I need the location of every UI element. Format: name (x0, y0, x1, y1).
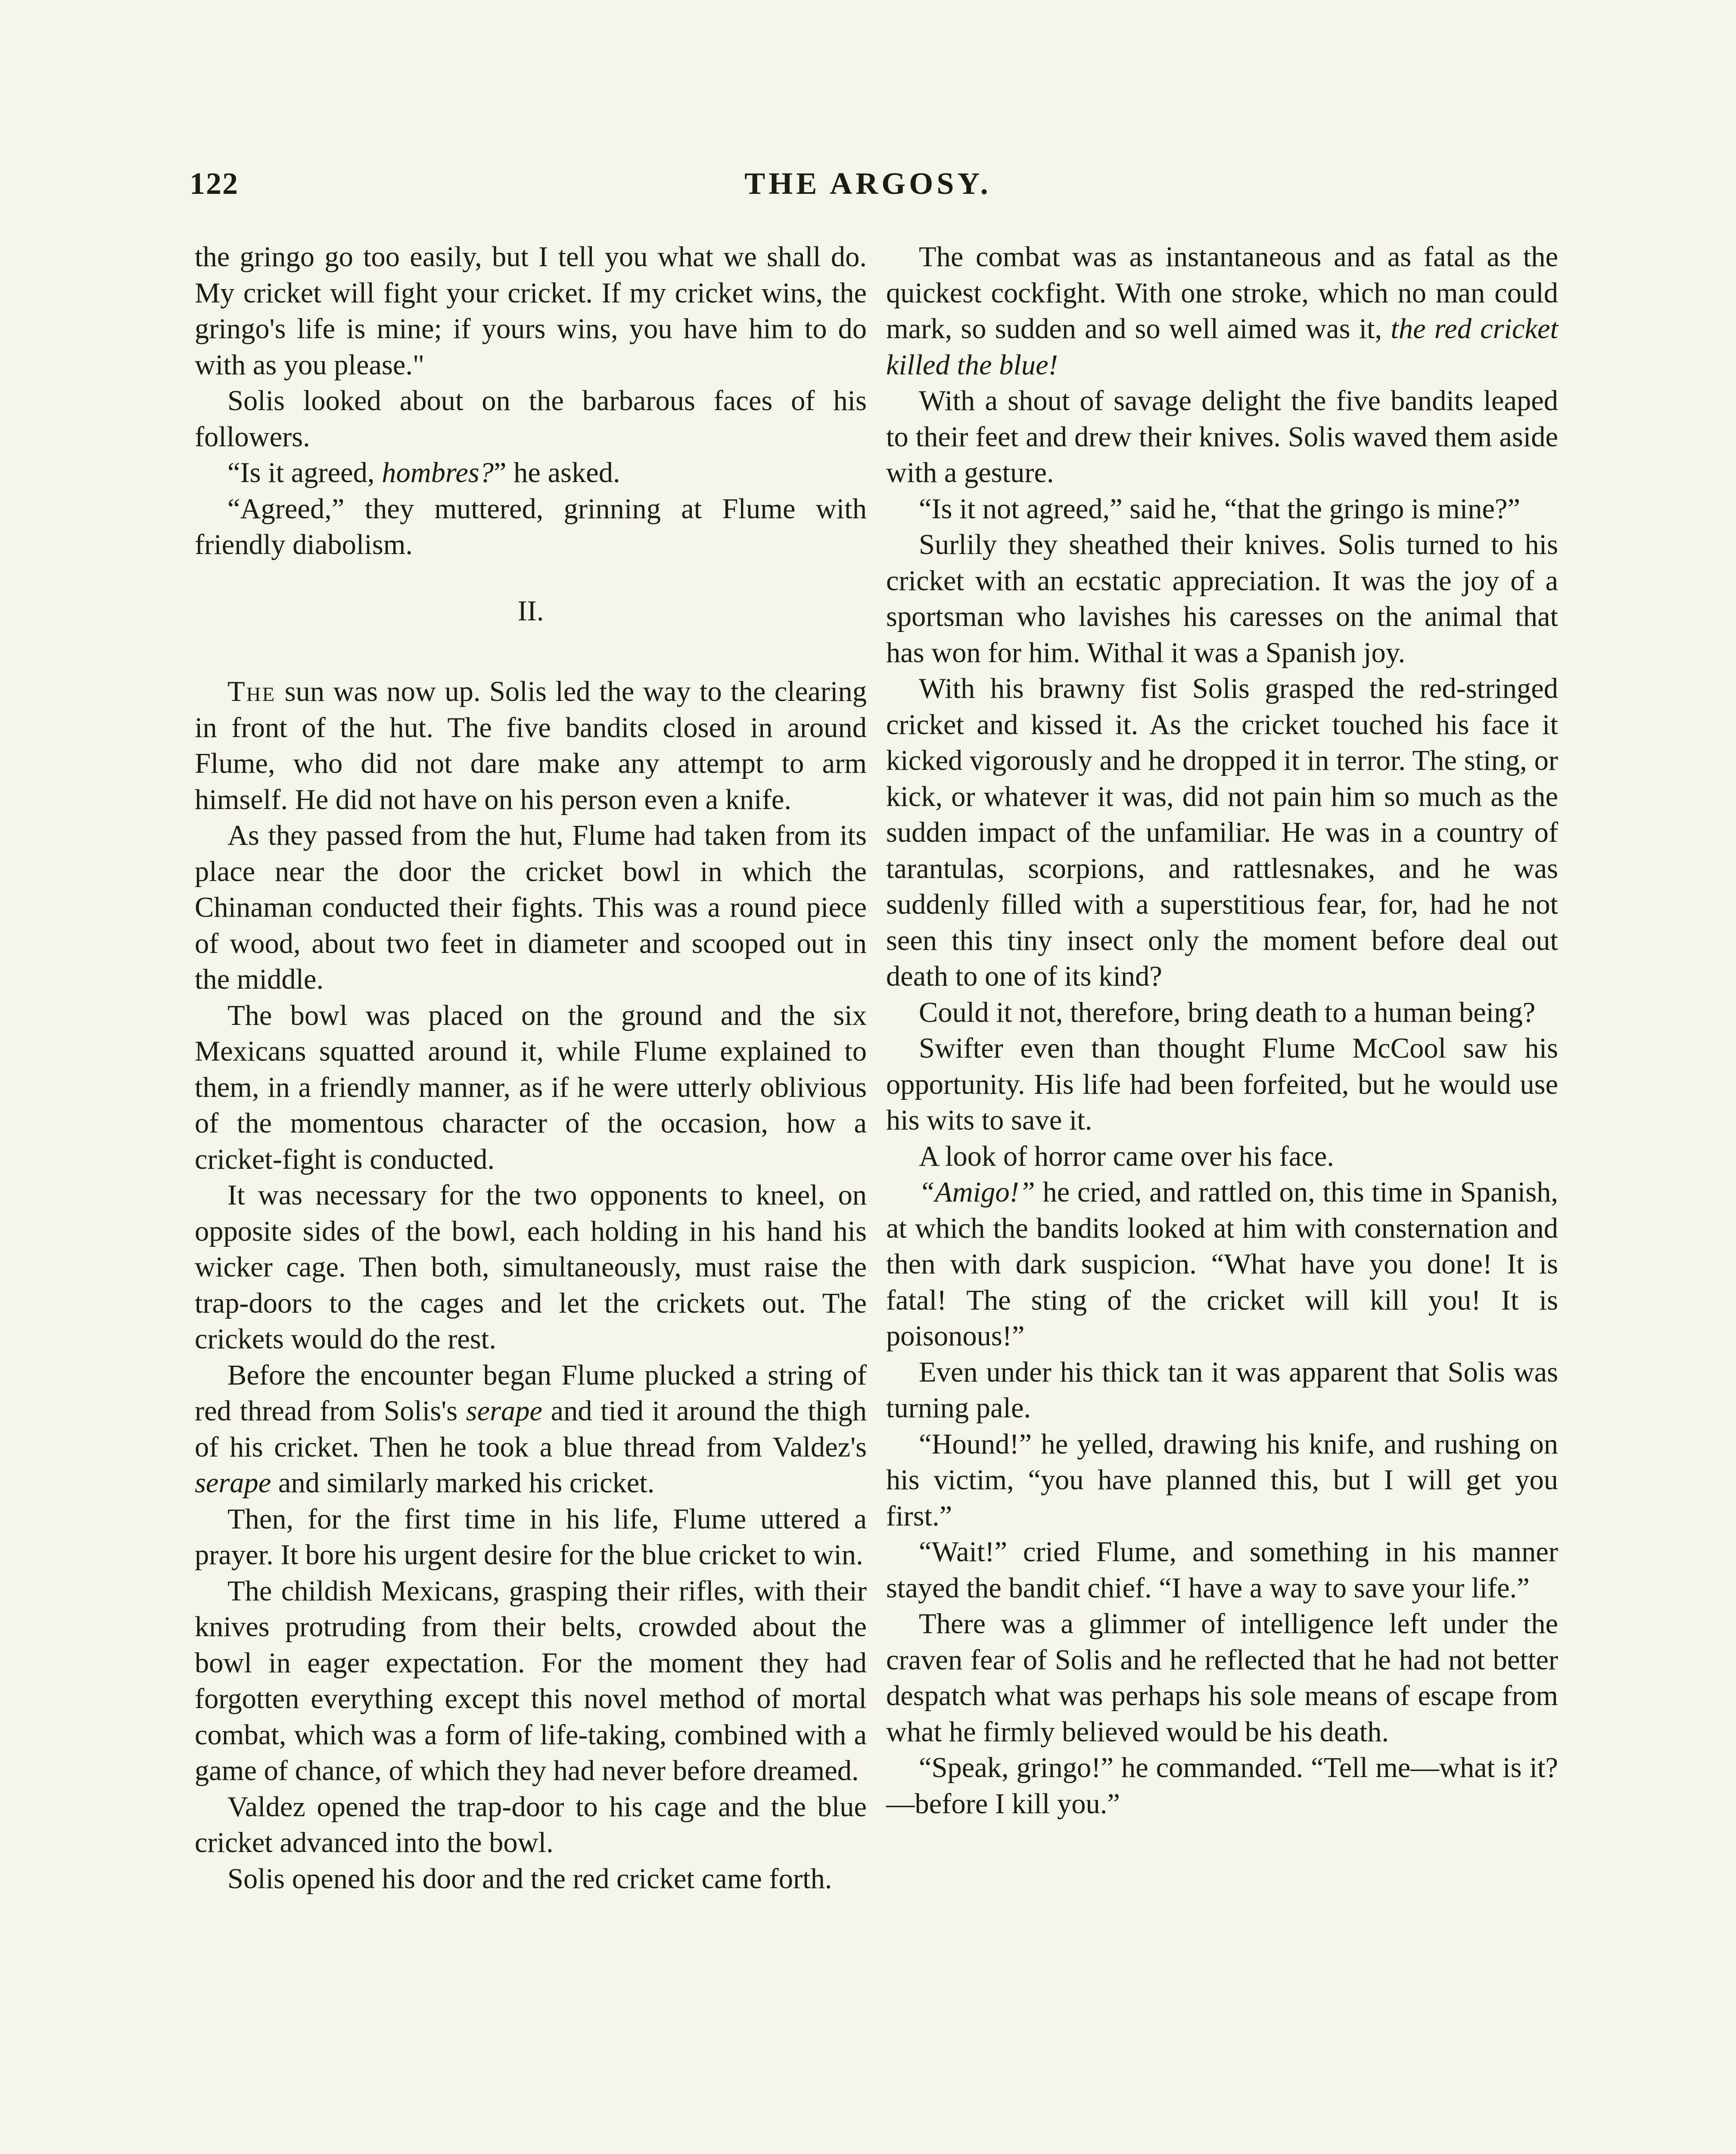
paragraph: The childish Mexicans, grasping their rifles, with their knives protruding from their belts, crowded about the bowl in eager expectation. For the moment they had forgotten everything except this novel method of mortal combat, which was a form of life-taking, combined with a game of chance, of which they had never before dreamed. (195, 1575, 867, 1787)
paragraph: A look of horror came over his face. (919, 1140, 1334, 1172)
paragraph: With a shout of savage delight the five bandits leaped to their feet and drew their knives. Solis waved them aside with a gesture. (886, 385, 1558, 489)
right-column (886, 239, 1558, 1822)
paragraph: As they passed from the hut, Flume had taken from its place near the door the cricket bowl in which the Chinaman conducted their fights. This was a round piece of wood, about two feet in diameter and scooped out in the middle. (195, 820, 867, 995)
running-title: THE ARGOSY. (744, 166, 992, 201)
paragraph: Surlily they sheathed their knives. Solis turned to his cricket with an ecstatic appreciation. It was the joy of a sportsman who lavishes his caresses on the animal that has won for him. Withal it was a Spanish joy. (886, 529, 1558, 669)
paragraph: It was necessary for the two opponents to kneel, on opposite sides of the bowl, each holding in his hand his wicker cage. Then both, simultaneously, must raise the trap-doors to the cages and let the crickets out. The crickets would do the rest. (195, 1180, 867, 1355)
italic-text: hombres? (382, 457, 494, 489)
left-column (195, 239, 867, 1897)
paragraph: Valdez opened the trap-door to his cage and the blue cricket advanced into the bowl. (195, 1791, 867, 1858)
paragraph: Solis looked about on the barbarous faces of his followers. (195, 385, 867, 453)
smallcaps-lead: The (227, 676, 276, 707)
paragraph: “Wait!” cried Flume, and something in his manner stayed the bandit chief. “I have a way to save your life.” (886, 1536, 1558, 1604)
paragraph: “Is it agreed, hombres?” he asked. (227, 457, 620, 489)
paragraph: Even under his thick tan it was apparent that Solis was turning pale. (886, 1356, 1558, 1424)
paragraph: Swifter even than thought Flume McCool saw his opportunity. His life had been forfeited, but he would use his wits to save it. (886, 1033, 1558, 1136)
paragraph: “Hound!” he yelled, drawing his knife, and rushing on his victim, “you have planned this, but I will get you first.” (886, 1428, 1558, 1532)
paragraph: “Is it not agreed,” said he, “that the gringo is mine?” (919, 493, 1521, 525)
paragraph: Could it not, therefore, bring death to a human being? (919, 996, 1536, 1028)
paragraph: Before the encounter began Flume plucked a string of red thread from Solis's serape and tied it around the thigh of his cricket. Then he took a blue thread from Valdez's serape and similarly marked his cricket. (195, 1359, 867, 1499)
section-heading: II. (517, 595, 544, 627)
italic-text: the red cricket killed the blue! (886, 313, 1558, 381)
paragraph: Solis opened his door and the red cricket came forth. (227, 1863, 832, 1895)
paragraph: The sun was now up. Solis led the way to the clearing in front of the hut. The five bandits closed in around Flume, who did not dare make any attempt to arm himself. He did not have on his person even a knife. (195, 676, 867, 816)
paragraph: With his brawny fist Solis grasped the red-stringed cricket and kissed it. As the cricket touched his face it kicked vigorously and he dropped it in terror. The sting, or kick, or whatever it was, did not pain him so much as the sudden impact of the unfamiliar. He was in a country of tarantulas, scorpions, and rattlesnakes, and he was suddenly filled with a superstitious fear, for, had he not seen this tiny insect only the moment before deal out death to one of its kind? (886, 673, 1558, 992)
page-header (190, 166, 1546, 213)
paragraph: The combat was as instantaneous and as fatal as the quickest cockfight. With one stroke, which no man could mark, so sudden and so well aimed was it, the red cricket killed the blue! (886, 241, 1558, 381)
paragraph: The bowl was placed on the ground and the six Mexicans squatted around it, while Flume explained to them, in a friendly manner, as if he were utterly oblivious of the momentous character of the occasion, how a cricket-fight is conducted. (195, 999, 867, 1175)
italic-text: “Amigo!” (919, 1177, 1035, 1208)
page-number: 122 (190, 166, 239, 201)
paragraph: “Agreed,” they muttered, grinning at Flume with friendly diabolism. (195, 493, 867, 560)
paragraph: “Speak, gringo!” he commanded. “Tell me—what is it?—before I kill you.” (886, 1752, 1558, 1820)
paragraph: the gringo go too easily, but I tell you what we shall do. My cricket will fight your cricket. If my cricket wins, the gringo's life is mine; if yours wins, you have him to do with as you please." (195, 241, 867, 381)
paragraph: “Amigo!” he cried, and rattled on, this time in Spanish, at which the bandits looked at him with consternation and then with dark suspicion. “What have you done! It is fatal! The sting of the cricket will kill you! It is poisonous!” (886, 1177, 1558, 1352)
paragraph: There was a glimmer of intelligence left under the craven fear of Solis and he reflected that he had not better despatch what was perhaps his sole means of escape from what he firmly believed would be his death. (886, 1608, 1558, 1748)
paragraph: Then, for the first time in his life, Flume uttered a prayer. It bore his urgent desire for the blue cricket to win. (195, 1503, 867, 1571)
